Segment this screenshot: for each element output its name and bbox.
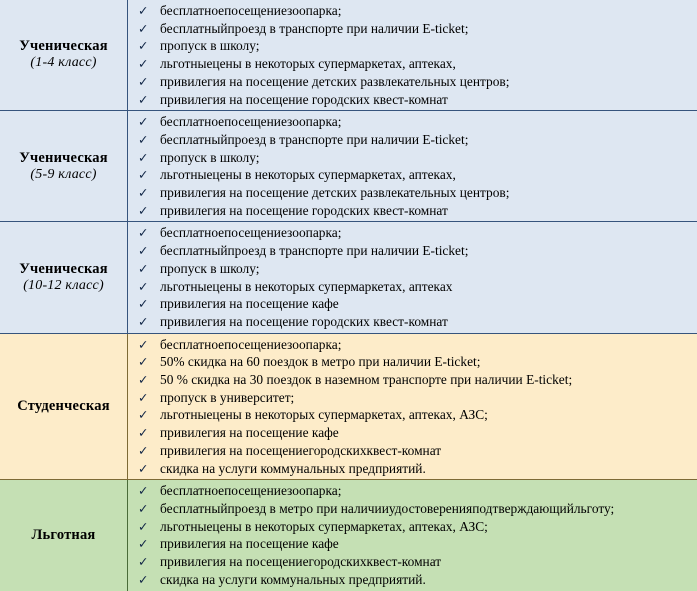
check-icon: ✓ — [138, 535, 160, 553]
check-icon: ✓ — [138, 371, 160, 389]
benefit-text: бесплатныйпроезд в транспорте при наличии E-ticket; — [160, 242, 468, 260]
table-row — [0, 333, 697, 480]
benefit-item — [138, 500, 697, 518]
benefit-item — [138, 389, 697, 407]
benefit-text: привилегия на посещение кафе — [160, 424, 339, 442]
check-icon: ✓ — [138, 518, 160, 536]
check-icon: ✓ — [138, 131, 160, 149]
check-icon: ✓ — [138, 184, 160, 202]
benefit-item — [138, 242, 697, 260]
benefit-item — [138, 353, 697, 371]
table-row — [0, 480, 697, 591]
check-icon: ✓ — [138, 424, 160, 442]
benefit-item — [138, 260, 697, 278]
benefit-text: привилегия на посещение детских развлекательных центров; — [160, 184, 509, 202]
check-icon: ✓ — [138, 442, 160, 460]
benefits-cell — [128, 222, 697, 333]
benefit-item — [138, 482, 697, 500]
benefit-text: привилегия на посещениегородскихквест-комнат — [160, 553, 441, 571]
benefit-item — [138, 313, 697, 331]
benefit-text: привилегия на посещение городских квест-комнат — [160, 202, 448, 220]
category-subtitle: (10-12 класс) — [4, 278, 123, 295]
category-subtitle: (5-9 класс) — [4, 167, 123, 184]
category-title: Ученическая — [4, 150, 123, 167]
benefit-text: бесплатноепосещениезоопарка; — [160, 336, 341, 354]
benefits-cell — [128, 333, 697, 480]
benefit-text: льготныецены в некоторых супермаркетах, аптеках, АЗС; — [160, 406, 488, 424]
benefit-text: пропуск в школу; — [160, 260, 259, 278]
benefit-text: привилегия на посещение городских квест-комнат — [160, 313, 448, 331]
benefit-item — [138, 2, 697, 20]
benefit-item — [138, 202, 697, 220]
benefit-text: скидка на услуги коммунальных предприятий. — [160, 571, 426, 589]
benefit-item — [138, 37, 697, 55]
benefit-item — [138, 166, 697, 184]
benefit-text: бесплатноепосещениезоопарка; — [160, 224, 341, 242]
category-title: Льготная — [4, 527, 123, 544]
benefit-item — [138, 20, 697, 38]
check-icon: ✓ — [138, 295, 160, 313]
check-icon: ✓ — [138, 202, 160, 220]
check-icon: ✓ — [138, 242, 160, 260]
check-icon: ✓ — [138, 336, 160, 354]
benefit-item — [138, 91, 697, 109]
benefit-list — [128, 224, 697, 330]
check-icon: ✓ — [138, 553, 160, 571]
benefit-text: 50 % скидка на 30 поездок в наземном транспорте при наличии E-ticket; — [160, 371, 572, 389]
check-icon: ✓ — [138, 91, 160, 109]
benefit-item — [138, 113, 697, 131]
benefit-item — [138, 553, 697, 571]
check-icon: ✓ — [138, 55, 160, 73]
benefit-item — [138, 336, 697, 354]
check-icon: ✓ — [138, 20, 160, 38]
category-cell — [0, 333, 128, 480]
benefit-text: пропуск в школу; — [160, 149, 259, 167]
benefit-item — [138, 460, 697, 478]
benefit-text: привилегия на посещение кафе — [160, 295, 339, 313]
category-title: Ученическая — [4, 38, 123, 55]
benefit-text: льготныецены в некоторых супермаркетах, аптеках, — [160, 166, 456, 184]
table-row — [0, 222, 697, 333]
benefit-text: скидка на услуги коммунальных предприятий. — [160, 460, 426, 478]
benefit-item — [138, 406, 697, 424]
benefit-item — [138, 518, 697, 536]
benefit-text: льготныецены в некоторых супермаркетах, аптеках, АЗС; — [160, 518, 488, 536]
benefit-text: льготныецены в некоторых супермаркетах, аптеках, — [160, 55, 456, 73]
check-icon: ✓ — [138, 278, 160, 296]
benefit-item — [138, 131, 697, 149]
category-cell — [0, 0, 128, 111]
benefit-text: бесплатноепосещениезоопарка; — [160, 482, 341, 500]
benefits-cell — [128, 0, 697, 111]
category-title: Ученическая — [4, 261, 123, 278]
benefit-item — [138, 371, 697, 389]
benefits-cell — [128, 480, 697, 591]
benefit-text: бесплатныйпроезд в транспорте при наличии E-ticket; — [160, 131, 468, 149]
benefit-item — [138, 424, 697, 442]
check-icon: ✓ — [138, 406, 160, 424]
benefit-text: 50% скидка на 60 поездок в метро при наличии E-ticket; — [160, 353, 480, 371]
benefit-text: бесплатноепосещениезоопарка; — [160, 113, 341, 131]
check-icon: ✓ — [138, 482, 160, 500]
benefit-text: привилегия на посещение детских развлекательных центров; — [160, 73, 509, 91]
check-icon: ✓ — [138, 389, 160, 407]
check-icon: ✓ — [138, 571, 160, 589]
check-icon: ✓ — [138, 149, 160, 167]
check-icon: ✓ — [138, 500, 160, 518]
benefit-item — [138, 73, 697, 91]
benefit-list — [128, 336, 697, 478]
benefit-text: льготныецены в некоторых супермаркетах, аптеках — [160, 278, 453, 296]
benefit-list — [128, 482, 697, 588]
check-icon: ✓ — [138, 2, 160, 20]
benefits-cell — [128, 111, 697, 222]
category-cell — [0, 111, 128, 222]
benefit-text: бесплатныйпроезд в метро при наличииудостоверенияподтверждающийльготу; — [160, 500, 614, 518]
category-cell — [0, 222, 128, 333]
benefit-text: привилегия на посещение кафе — [160, 535, 339, 553]
check-icon: ✓ — [138, 113, 160, 131]
benefit-item — [138, 149, 697, 167]
table-row — [0, 111, 697, 222]
benefit-text: бесплатноепосещениезоопарка; — [160, 2, 341, 20]
benefit-item — [138, 184, 697, 202]
benefit-text: бесплатныйпроезд в транспорте при наличии E-ticket; — [160, 20, 468, 38]
benefit-text: привилегия на посещениегородскихквест-комнат — [160, 442, 441, 460]
benefit-item — [138, 442, 697, 460]
table-row — [0, 0, 697, 111]
benefit-item — [138, 295, 697, 313]
benefit-text: пропуск в школу; — [160, 37, 259, 55]
check-icon: ✓ — [138, 224, 160, 242]
category-title: Студенческая — [4, 398, 123, 415]
check-icon: ✓ — [138, 73, 160, 91]
benefit-text: пропуск в университет; — [160, 389, 294, 407]
category-cell — [0, 480, 128, 591]
check-icon: ✓ — [138, 460, 160, 478]
benefit-item — [138, 571, 697, 589]
check-icon: ✓ — [138, 37, 160, 55]
check-icon: ✓ — [138, 260, 160, 278]
check-icon: ✓ — [138, 353, 160, 371]
benefit-item — [138, 278, 697, 296]
benefit-list — [128, 2, 697, 108]
check-icon: ✓ — [138, 313, 160, 331]
benefit-text: привилегия на посещение городских квест-комнат — [160, 91, 448, 109]
benefit-item — [138, 224, 697, 242]
benefit-item — [138, 55, 697, 73]
benefit-item — [138, 535, 697, 553]
category-subtitle: (1-4 класс) — [4, 55, 123, 72]
check-icon: ✓ — [138, 166, 160, 184]
benefit-list — [128, 113, 697, 219]
